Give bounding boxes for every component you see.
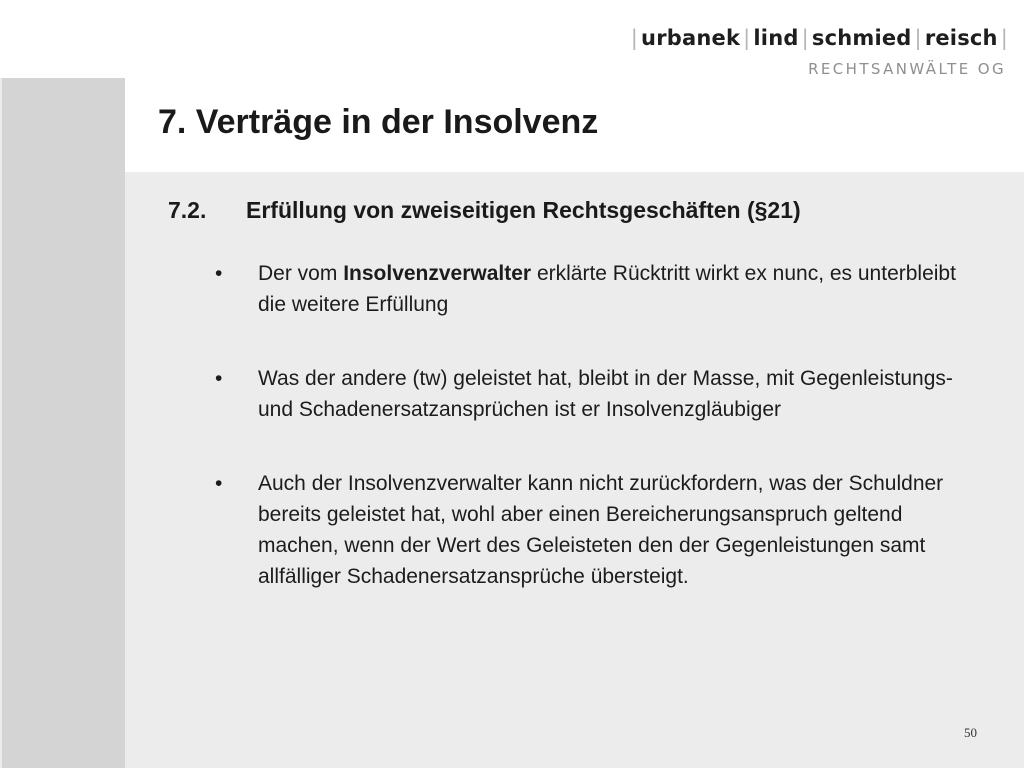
section-number: 7.2. xyxy=(168,197,207,223)
bullet-text: Was der andere (tw) geleistet hat, bleibt in der Masse, mit Gegenleistungs- und Schadenersatzansprüchen ist er Insolvenzgläubiger xyxy=(258,367,953,421)
bullet-text-continuation: erklärte Rücktritt wirkt ex nunc, es unterbleibt die weitere Erfüllung xyxy=(258,262,956,316)
bullet-text: Der vom xyxy=(258,262,344,285)
logo-subtitle: RECHTSANWÄLTE OG xyxy=(808,60,1006,78)
bullet-dot-icon: • xyxy=(215,367,223,390)
company-logo xyxy=(629,26,1010,78)
logo-separator: | xyxy=(743,26,751,50)
logo-names xyxy=(629,26,1010,50)
bullet-item xyxy=(214,468,974,592)
bullet-item xyxy=(214,258,974,320)
logo-name-lind: lind xyxy=(753,26,799,50)
page-number: 50 xyxy=(964,725,977,740)
section-title: Erfüllung von zweiseitigen Rechtsgeschäften (§21) xyxy=(246,197,801,223)
logo-separator: | xyxy=(914,26,922,50)
bullet-bold-term: Insolvenzverwalter xyxy=(343,262,532,285)
logo-separator: | xyxy=(630,26,639,50)
logo-separator: | xyxy=(801,26,809,50)
logo-separator: | xyxy=(1000,26,1008,50)
logo-name-schmied: schmied xyxy=(811,26,912,50)
left-decorative-band xyxy=(0,78,125,768)
bullet-list xyxy=(214,258,974,635)
logo-name-reisch: reisch xyxy=(924,26,998,50)
logo-name-urbanek: urbanek xyxy=(641,26,741,50)
bullet-dot-icon: • xyxy=(215,472,223,495)
bullet-item xyxy=(214,363,974,425)
slide-title: 7. Verträge in der Insolvenz xyxy=(158,103,599,141)
bullet-dot-icon: • xyxy=(215,262,223,285)
section-heading xyxy=(168,197,801,224)
bullet-text: Auch der Insolvenzverwalter kann nicht zurückfordern, was der Schuldner bereits geleistet hat, wohl aber einen Bereicherungsanspruch geltend machen, wenn der Wert des Geleisteten den der Gegenleistungen samt allfälliger Schadenersatzansprüche übersteigt. xyxy=(258,472,944,588)
